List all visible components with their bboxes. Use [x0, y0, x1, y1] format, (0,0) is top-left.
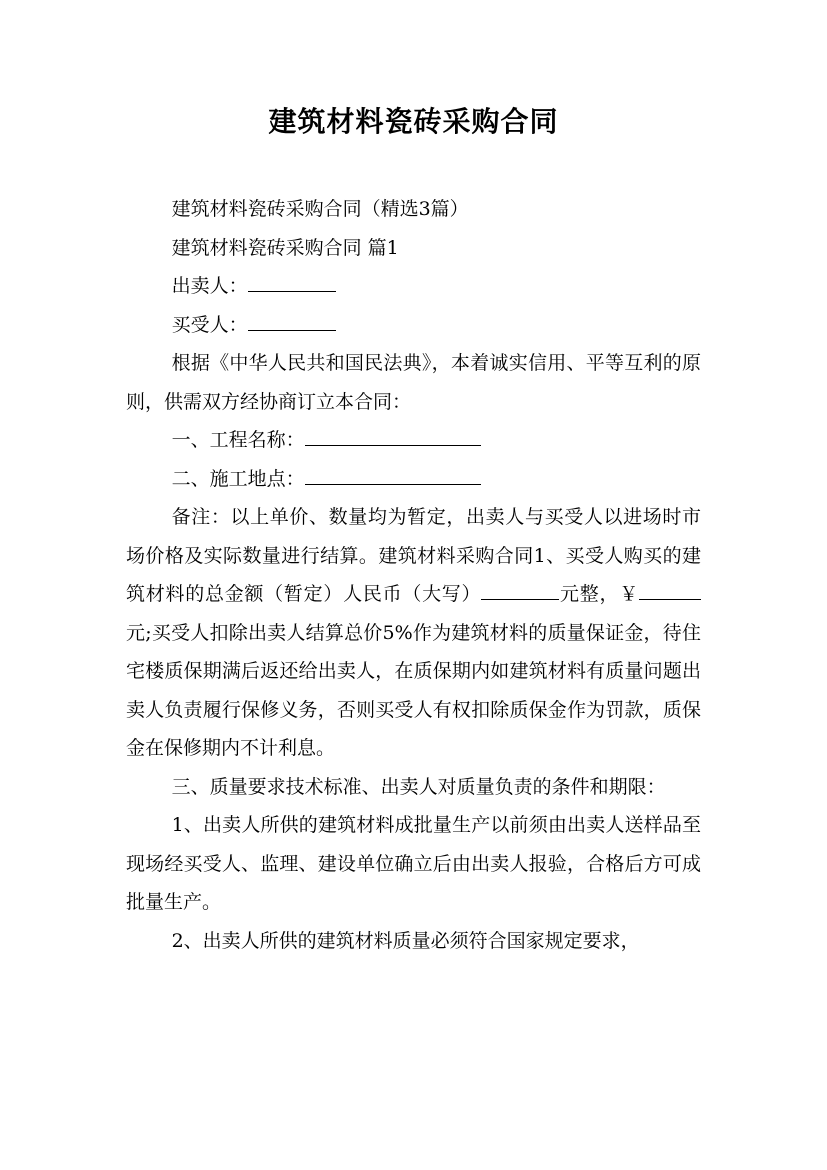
- section-heading: 建筑材料瓷砖采购合同 篇1: [171, 236, 399, 259]
- amount-figure-blank: [639, 579, 701, 600]
- seller-blank: [248, 271, 336, 292]
- clause-3-1: 1、出卖人所供的建筑材料成批量生产以前须由出卖人送样品至现场经买受人、监理、建设单位确立后由出卖人报验，合格后方可成批量生产。: [126, 814, 701, 913]
- site-label: 二、施工地点：: [171, 467, 305, 490]
- site-line: [126, 460, 701, 499]
- document-title: 建筑材料瓷砖采购合同: [268, 105, 559, 138]
- clause-3-heading: 三、质量要求技术标准、出卖人对质量负责的条件和期限：: [171, 775, 666, 798]
- site-blank: [305, 464, 481, 485]
- seller-line: [126, 267, 701, 306]
- project-name-blank: [305, 425, 481, 446]
- seller-label: 出卖人：: [171, 275, 248, 297]
- preamble-paragraph: 根据《中华人民共和国民法典》，本着诚实信用、平等互利的原则，供需双方经协商订立本合同：: [126, 352, 701, 413]
- subtitle: 建筑材料瓷砖采购合同（精选3篇）: [171, 198, 469, 220]
- clause-3-2: 2、出卖人所供的建筑材料质量必须符合国家规定要求，: [171, 929, 640, 952]
- document-body: [126, 190, 701, 960]
- project-name-line: [126, 421, 701, 460]
- buyer-label: 买受人：: [171, 313, 248, 336]
- project-name-label: 一、工程名称：: [171, 429, 305, 451]
- buyer-blank: [248, 310, 336, 331]
- note-part3: 元;买受人扣除出卖人结算总价5%作为建筑材料的质量保证金，待住宅楼质保期满后返还给出卖人，在质保期内如建筑材料有质量问题出卖人负责履行保修义务，否则买受人有权扣除质保金作为罚款，质保金在保修期内不计利息。: [126, 621, 701, 759]
- note-paragraph: [126, 498, 701, 768]
- amount-words-blank: [481, 579, 559, 600]
- note-part1: 备注：以上单价、数量均为暂定，出卖人与买受人以进场时市场价格及实际数量进行结算。建筑材料采购合同1、买受人购买的建筑材料的总金额（暂定）人民币（大写）: [126, 506, 701, 605]
- buyer-line: [126, 306, 701, 345]
- note-part2: 元整，￥: [559, 583, 639, 605]
